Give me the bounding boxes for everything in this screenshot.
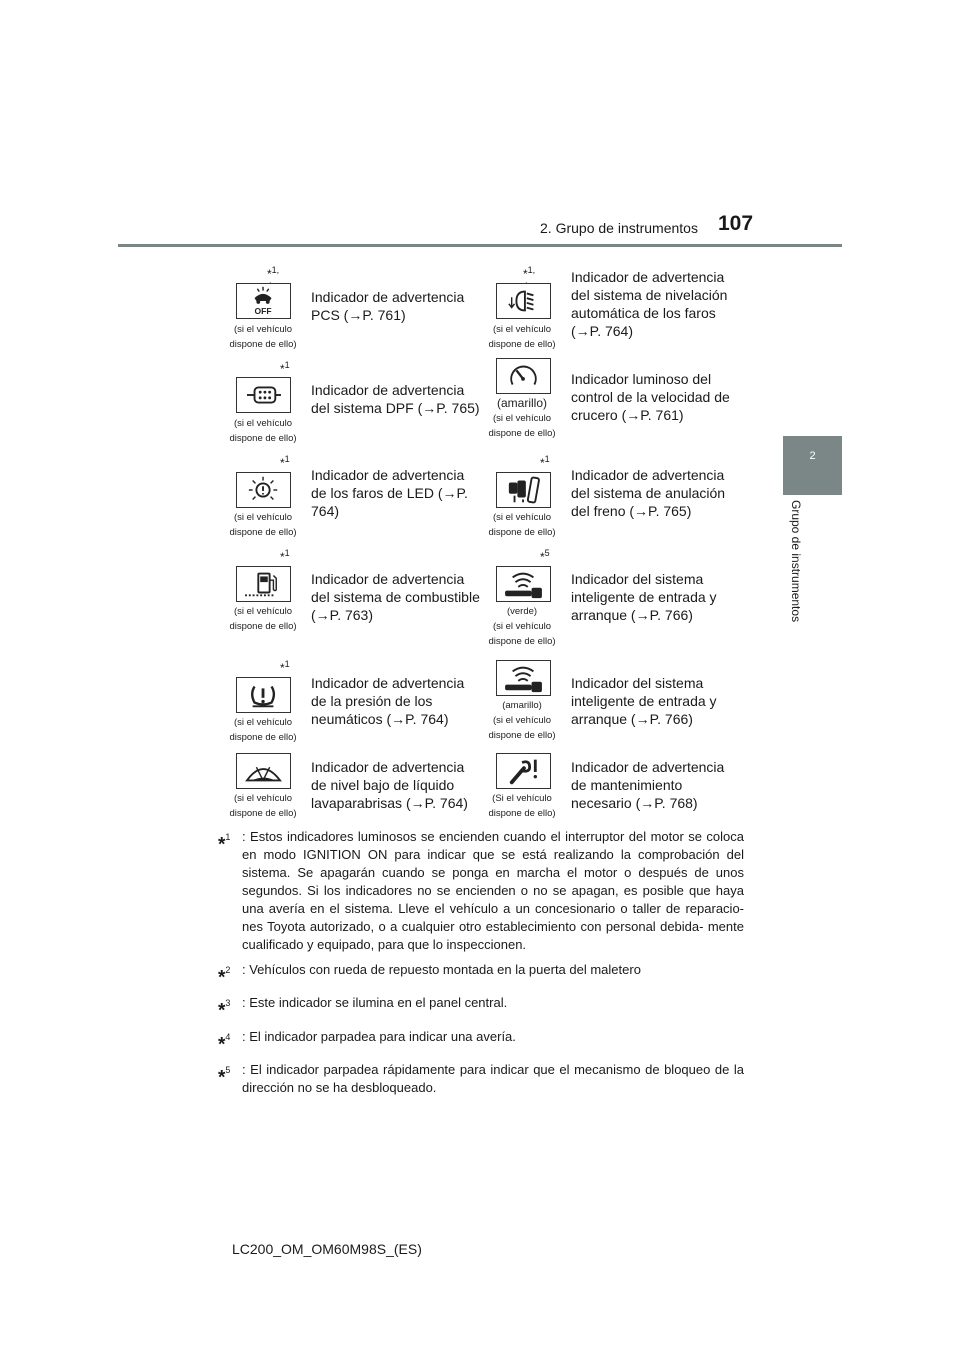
chapter-number: 2: [809, 450, 816, 462]
indicator-frame: [496, 753, 551, 789]
header-title: 2. Grupo de instrumentos: [540, 220, 698, 236]
header-rule: [118, 244, 842, 247]
indicator-frame: [496, 472, 551, 508]
svg-text:OFF: OFF: [254, 306, 272, 317]
chapter-label-text: Grupo de instrumentos: [789, 500, 803, 623]
page-number: 107: [718, 212, 754, 235]
availability-note: (verde) (si el vehículo dispone de ello): [488, 606, 556, 647]
footnote-marker: *$^1$: [280, 454, 290, 470]
indicator-description: Indicador de advertencia de la presión de los neumáticos (→P. 764): [311, 675, 465, 727]
footnote-marker: *$^{1,}$: [523, 265, 536, 281]
availability-note: (amarillo) (si el vehículo dispone de ello): [488, 700, 556, 741]
availability-note: (si el vehículo dispone de ello): [229, 606, 297, 632]
led-headlight-icon: [237, 473, 290, 507]
availability-note: (Si el vehículo dispone de ello): [488, 793, 556, 819]
availability-note: (si el vehículo dispone de ello): [229, 793, 297, 819]
indicator-description: Indicador de advertencia del sistema DPF (→P. 765): [311, 382, 480, 416]
footer-code: LC200_OM_OM60M98S_(ES): [232, 1241, 422, 1257]
availability-note: (si el vehículo dispone de ello): [488, 324, 556, 350]
fuel-system-icon: [237, 567, 290, 601]
footnote-marker: *$^1$: [280, 548, 290, 564]
availability-note: (si el vehículo dispone de ello): [229, 418, 297, 444]
footnote: *$^3$ : Este indicador se ilumina en el panel central.: [218, 995, 508, 1022]
footnote: *$^4$ : El indicador parpadea para indicar una avería.: [218, 1028, 516, 1055]
footnote-marker: *$^1$: [280, 659, 290, 675]
tire-pressure-icon: [237, 678, 290, 712]
indicator-frame: [236, 283, 291, 319]
indicator-description: Indicador luminoso del control de la velocidad de crucero (→P. 761): [571, 371, 730, 423]
chapter-side-label: [789, 500, 820, 640]
indicator-description: Indicador de advertencia de nivel bajo de líquido lavaparabrisas (→P. 764): [311, 759, 468, 811]
indicator-description: Indicador de advertencia del sistema de nivelación automática de los faros (→P. 764): [571, 269, 728, 339]
smart-key-icon: [497, 661, 550, 695]
footnote: *$^2$ : Vehículos con rueda de repuesto montada en la puerta del maletero: [218, 962, 641, 989]
availability-note: (amarillo) (si el vehículo dispone de ello): [488, 396, 556, 439]
availability-note: (si el vehículo dispone de ello): [229, 717, 297, 743]
availability-note: (si el vehículo dispone de ello): [229, 512, 297, 538]
indicator-frame: [236, 377, 291, 413]
indicator-description: Indicador de advertencia de los faros de LED (→P. 764): [311, 467, 468, 519]
indicator-frame: [496, 283, 551, 319]
indicator-frame: [236, 566, 291, 602]
indicator-description: Indicador del sistema inteligente de entrada y arranque (→P. 766): [571, 675, 717, 727]
indicator-frame: [496, 358, 551, 394]
maintenance-icon: [497, 754, 550, 788]
availability-note: (si el vehículo dispone de ello): [229, 324, 297, 350]
indicator-frame: [236, 472, 291, 508]
indicator-frame: [496, 566, 551, 602]
footnote-marker: *$^1$: [280, 360, 290, 376]
indicator-description: Indicador del sistema inteligente de entrada y arranque (→P. 766): [571, 571, 717, 623]
indicator-frame: [236, 753, 291, 789]
chapter-tab: [783, 436, 842, 495]
indicator-description: Indicador de advertencia PCS (→P. 761): [311, 289, 465, 323]
headlight-leveling-icon: [497, 284, 550, 318]
footnote: *$^5$ : El indicador parpadea rápidamente para indicar que el mecanismo de bloqueo de la dirección no se ha desbloqueado.: [218, 1061, 744, 1095]
brake-override-icon: [497, 473, 550, 507]
indicator-description: Indicador de advertencia del sistema de anulación del freno (→P. 765): [571, 467, 726, 519]
pcs-off-icon: [237, 284, 290, 318]
smart-key-icon: [497, 567, 550, 601]
dpf-icon: [237, 378, 290, 412]
footnote: *$^1$ : Estos indicadores luminosos se encienden cuando el interruptor del motor se coloca en modo IGNITION ON para indicar que se está realizando la comprobación del sistema. Se apagarán cuando se ponga en marcha el motor o después de unos segundos. Si los indicadores no se encienden o no se apagan, es posible que haya una avería en el sistema. Lleve el vehículo a un concesionario o taller de reparacio- nes Toyota autorizado, o a cualquier otro establecimiento con personal debida- mente cualificado y equipado, para que lo inspeccionen.: [218, 829, 744, 952]
indicator-frame: [496, 660, 551, 696]
footnote-marker: *$^1$: [540, 454, 550, 470]
washer-fluid-icon: [237, 754, 290, 788]
footnotes: [218, 828, 744, 1104]
indicator-description: Indicador de advertencia del sistema de combustible (→P. 763): [311, 571, 480, 623]
footnote-marker: *$^5$: [540, 548, 550, 564]
cruise-control-icon: [497, 359, 550, 393]
indicator-description: Indicador de advertencia de mantenimiento necesario (→P. 768): [571, 759, 725, 811]
availability-note: (si el vehículo dispone de ello): [488, 512, 556, 538]
indicator-frame: [236, 677, 291, 713]
footnote-marker: *$^{1,}$: [267, 265, 280, 281]
